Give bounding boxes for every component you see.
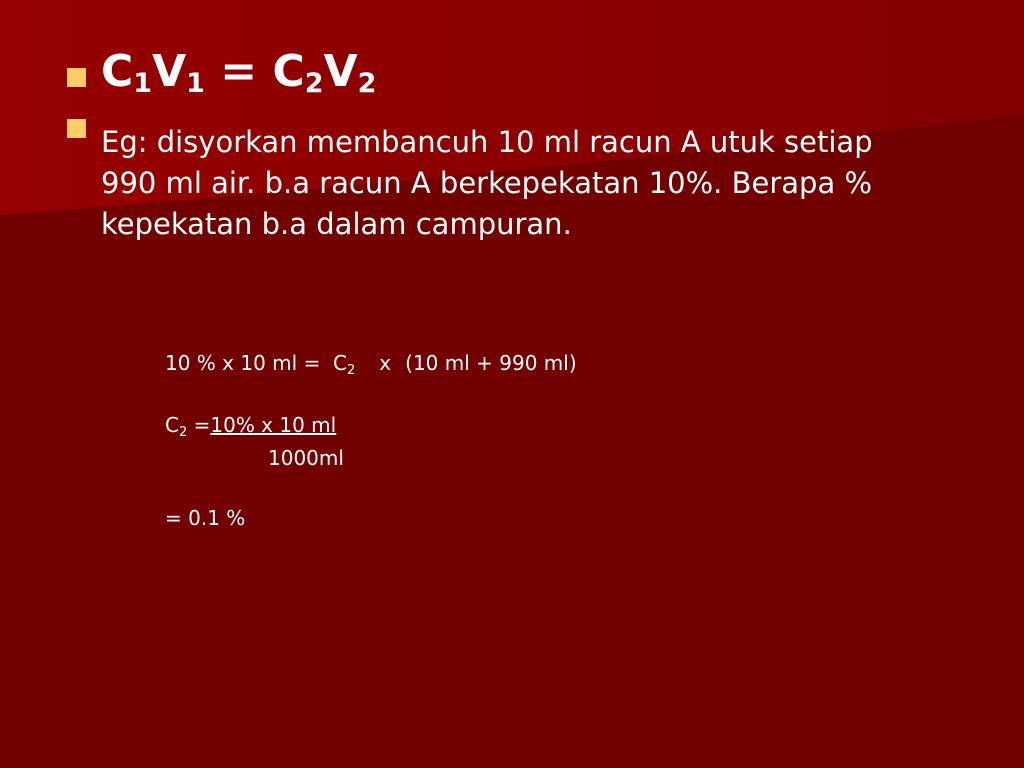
working-equation-1 [165, 350, 577, 376]
formula-sub-2b: 2 [357, 68, 377, 99]
eq1-right: (10 ml + 990 ml) [405, 351, 577, 375]
problem-line-2: 990 ml air. b.a racun A berkepekatan 10%. Berapa % [101, 166, 873, 200]
formula-sub-1b: 1 [186, 68, 205, 99]
formula-v2: V [323, 46, 358, 97]
dilution-formula [101, 42, 376, 102]
working-result: = 0.1 % [165, 506, 246, 530]
problem-line-1: Eg: disyorkan membancuh 10 ml racun A utuk setiap [101, 125, 873, 159]
formula-sub-1: 1 [133, 68, 153, 99]
bullet-square-icon [67, 68, 86, 87]
formula-sub-2: 2 [304, 68, 324, 99]
eq2-numerator: 10% x 10 ml [210, 413, 337, 437]
problem-statement [101, 122, 961, 245]
bullet-square-icon [67, 119, 86, 138]
eq1-left: 10 % x 10 ml = C [165, 351, 348, 375]
eq2-equals: = [187, 413, 211, 437]
working-equation-2 [165, 412, 336, 438]
formula-equals: = [204, 46, 273, 97]
eq2-c: C [165, 413, 179, 437]
formula-v1: V [152, 46, 187, 97]
problem-line-3: kepekatan b.a dalam campuran. [101, 207, 572, 241]
eq2-denominator: 1000ml [268, 446, 344, 470]
formula-c2: C [272, 46, 305, 97]
eq2-sub: 2 [178, 425, 188, 440]
formula-c1: C [101, 46, 134, 97]
eq1-sub: 2 [347, 363, 356, 378]
eq1-times: x [379, 351, 392, 375]
